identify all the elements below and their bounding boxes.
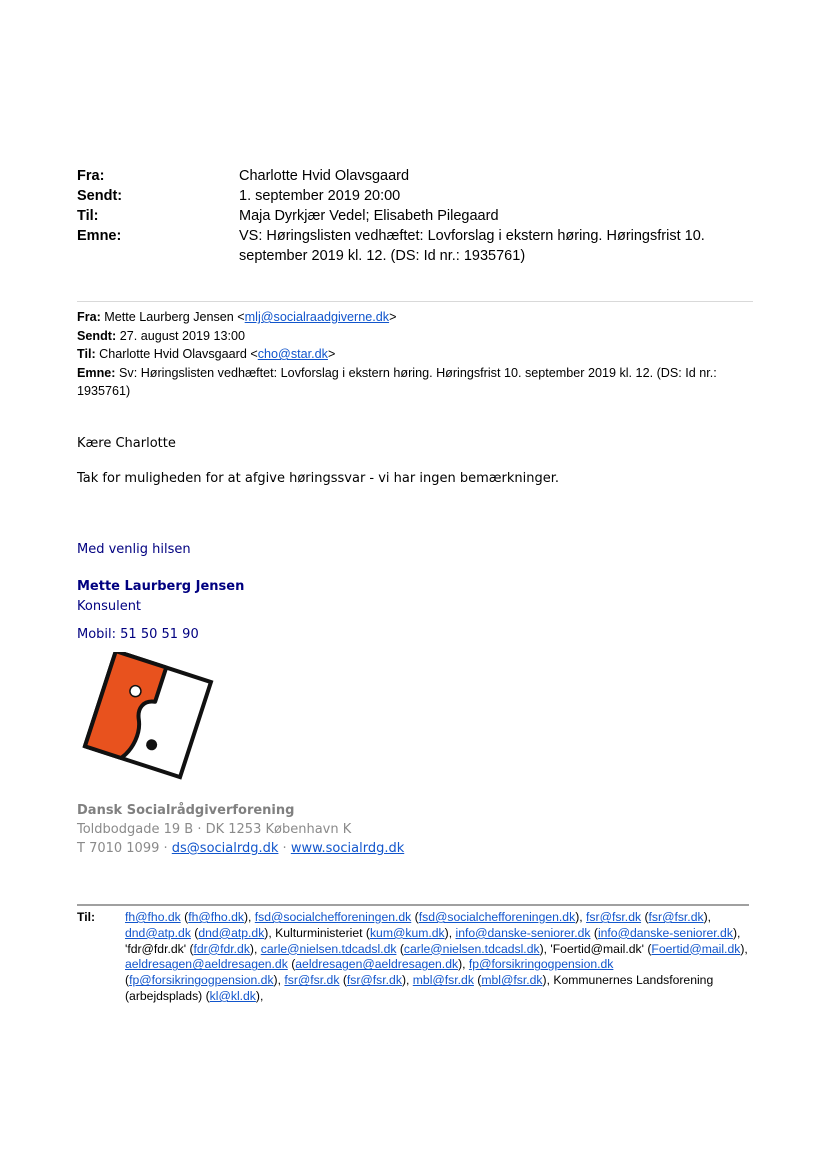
- recipient-email-link[interactable]: fsd@socialchefforeningen.dk: [254, 910, 412, 924]
- recipient-text: ),: [444, 925, 456, 940]
- forwarded-from-close: >: [389, 310, 397, 324]
- forwarded-from-name: Mette Laurberg Jensen <: [104, 310, 245, 324]
- recipient-text: ),: [243, 910, 255, 924]
- recipient-email-link[interactable]: Foertid@mail.dk: [651, 941, 741, 956]
- recipient-text: (: [190, 925, 199, 940]
- organization-name: Dansk Socialrådgiverforening: [77, 803, 295, 818]
- recipient-text: (: [641, 910, 649, 924]
- recipient-text: (: [339, 973, 347, 988]
- header-from-label: Fra:: [77, 168, 105, 184]
- recipient-email-link[interactable]: kum@kum.dk: [369, 925, 445, 940]
- forwarded-header: [77, 308, 753, 401]
- recipient-text: (: [180, 910, 189, 924]
- recipient-email-link[interactable]: fsr@fsr.dk: [648, 910, 704, 924]
- forwarded-from-line: [77, 308, 753, 327]
- recipients-label: Til:: [77, 910, 96, 924]
- organization-address: Toldbodgade 19 B · DK 1253 København K: [77, 822, 352, 837]
- recipient-email-link[interactable]: mbl@fsr.dk: [412, 973, 474, 988]
- recipient-email-link[interactable]: carle@nielsen.tdcadsl.dk: [260, 941, 397, 956]
- recipient-email-link[interactable]: info@danske-seniorer.dk: [597, 925, 733, 940]
- header-from-value: Charlotte Hvid Olavsgaard: [239, 168, 410, 184]
- forwarded-to-line: [77, 345, 753, 364]
- forwarded-to-email-link[interactable]: cho@star.dk: [257, 347, 328, 361]
- header-subject-value: VS: Høringslisten vedhæftet: Lovforslag i ekstern høring. Høringsfrist 10. september 2019 kl. 12. (DS: Id nr.: 1935761): [239, 228, 705, 264]
- recipient-text: (: [287, 957, 296, 972]
- header-subject-label: Emne:: [77, 228, 122, 244]
- organization-email-link[interactable]: ds@socialrdg.dk: [171, 841, 279, 856]
- recipients-list: [125, 910, 749, 1005]
- forwarded-sent-line: [77, 327, 753, 346]
- forwarded-from-email-link[interactable]: mlj@socialraadgiverne.dk: [244, 310, 390, 324]
- header-from-row: [77, 166, 757, 186]
- header-sent-label: Sendt:: [77, 188, 123, 204]
- header-sent-row: [77, 186, 757, 206]
- recipient-text: ),: [740, 941, 748, 956]
- recipient-email-link[interactable]: fh@fho.dk: [125, 910, 181, 924]
- recipient-text: (: [411, 910, 419, 924]
- recipient-email-link[interactable]: kl@kl.dk: [209, 988, 256, 1003]
- recipient-email-link[interactable]: fp@forsikringogpension.dk: [468, 957, 614, 972]
- forwarded-to-close: >: [327, 347, 336, 361]
- recipient-text: ),: [703, 910, 712, 924]
- greeting: Kære Charlotte: [77, 436, 176, 451]
- recipient-email-link[interactable]: fdr@fdr.dk: [193, 941, 250, 956]
- recipient-text: ), 'fdr@fdr.dk' (: [125, 925, 741, 956]
- closing: Med venlig hilsen: [77, 542, 191, 557]
- forwarded-to-label: Til:: [77, 347, 96, 361]
- organization-phone: T 7010 1099 ·: [77, 841, 172, 856]
- forwarded-sent-value: 27. august 2019 13:00: [119, 328, 246, 343]
- forwarded-subject-line: [77, 364, 753, 401]
- organization-logo: [80, 652, 215, 782]
- sender-mobile: Mobil: 51 50 51 90: [77, 627, 199, 642]
- recipient-email-link[interactable]: aeldresagen@aeldresagen.dk: [125, 957, 288, 972]
- recipient-text: ), Kulturministeriet (: [264, 925, 370, 940]
- recipients-block: [77, 910, 749, 1005]
- recipient-email-link[interactable]: dnd@atp.dk: [198, 925, 265, 940]
- recipient-text: ),: [255, 988, 264, 1003]
- organization-contact: [77, 839, 404, 858]
- recipient-text: (: [396, 941, 404, 956]
- sender-name: Mette Laurberg Jensen: [77, 579, 245, 594]
- recipient-email-link[interactable]: mbl@fsr.dk: [481, 973, 543, 988]
- recipient-email-link[interactable]: fh@fho.dk: [188, 910, 244, 924]
- recipient-email-link[interactable]: fsr@fsr.dk: [284, 973, 340, 988]
- recipient-text: ),: [273, 973, 285, 988]
- forwarded-to-name: Charlotte Hvid Olavsgaard <: [99, 347, 258, 361]
- recipient-text: ),: [401, 973, 413, 988]
- organization-website-link[interactable]: www.socialrdg.dk: [290, 841, 405, 856]
- recipients-divider: [77, 904, 749, 906]
- header-sent-value: 1. september 2019 20:00: [239, 188, 401, 204]
- recipient-text: ),: [575, 910, 587, 924]
- recipient-text: (: [473, 973, 482, 988]
- organization-block: [77, 801, 404, 858]
- header-to-label: Til:: [77, 208, 99, 224]
- recipient-text: ),: [249, 941, 261, 956]
- recipient-text: (: [590, 925, 598, 940]
- recipient-email-link[interactable]: carle@nielsen.tdcadsl.dk: [403, 941, 540, 956]
- recipient-text: ),: [458, 957, 469, 972]
- recipient-text: ), Kommunernes Landsforening (arbejdsplads) (: [125, 973, 714, 1003]
- forwarded-sent-label: Sendt:: [77, 328, 117, 343]
- recipient-text: (: [125, 973, 130, 988]
- recipient-email-link[interactable]: fp@forsikringogpension.dk: [129, 973, 274, 988]
- recipient-email-link[interactable]: fsd@socialchefforeningen.dk: [418, 910, 576, 924]
- recipient-text: ), 'Foertid@mail.dk' (: [539, 941, 652, 956]
- forwarded-subject-value: Sv: Høringslisten vedhæftet: Lovforslag i ekstern høring. Høringsfrist 10. september 2019 kl. 12. (DS: Id nr.: 1935761): [77, 365, 717, 398]
- recipient-email-link[interactable]: aeldresagen@aeldresagen.dk: [295, 957, 459, 972]
- forwarded-from-label: Fra:: [77, 310, 101, 324]
- recipient-email-link[interactable]: fsr@fsr.dk: [346, 973, 402, 988]
- message-body: Tak for muligheden for at afgive høringssvar - vi har ingen bemærkninger.: [77, 471, 560, 486]
- header-subject-row: [77, 226, 757, 266]
- recipient-email-link[interactable]: dnd@atp.dk: [125, 925, 191, 940]
- header-to-value: Maja Dyrkjær Vedel; Elisabeth Pilegaard: [239, 208, 499, 224]
- recipient-email-link[interactable]: info@danske-seniorer.dk: [455, 925, 591, 940]
- header-to-row: [77, 206, 757, 226]
- forwarded-subject-label: Emne:: [77, 365, 116, 380]
- organization-sep: ·: [278, 841, 291, 856]
- sender-title: Konsulent: [77, 599, 142, 614]
- divider: [77, 301, 753, 302]
- recipient-email-link[interactable]: fsr@fsr.dk: [586, 910, 642, 924]
- email-header: [77, 166, 757, 266]
